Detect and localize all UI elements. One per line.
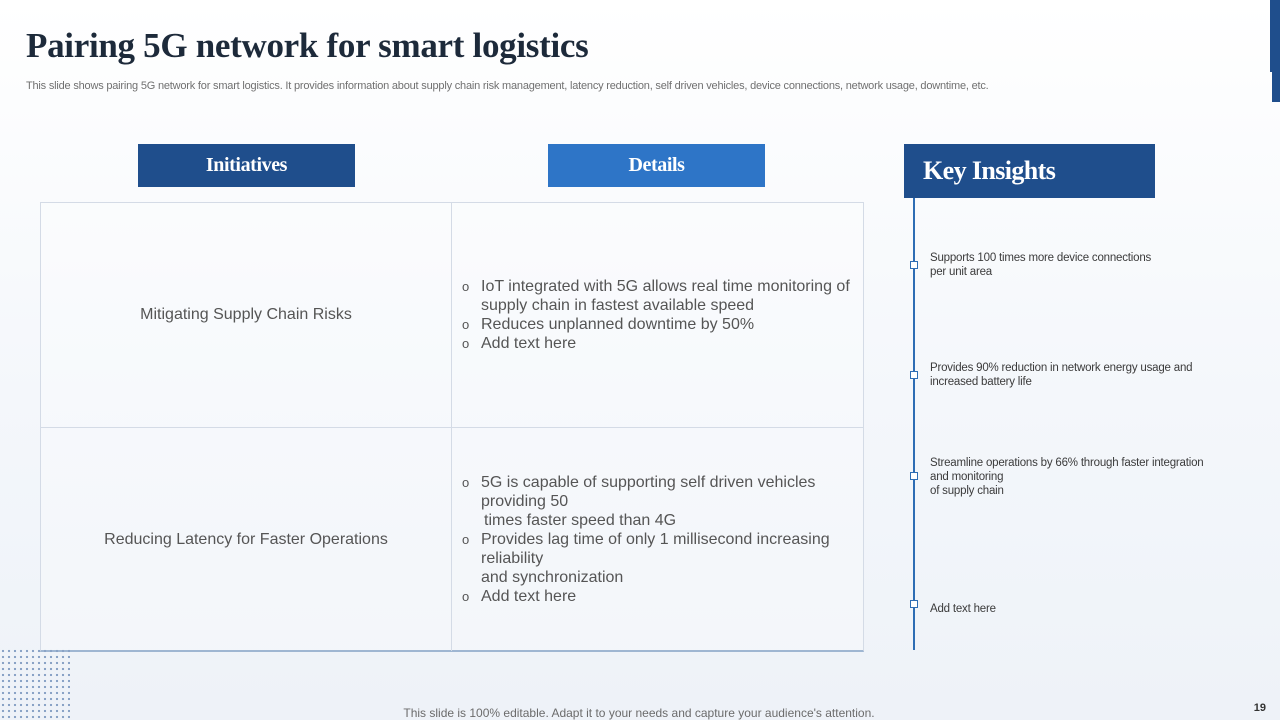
detail-line: providing 50 bbox=[481, 493, 569, 510]
timeline-node bbox=[910, 371, 918, 379]
details-cell bbox=[452, 428, 863, 651]
bullet-marker: o bbox=[462, 475, 470, 490]
insight-line: Supports 100 times more device connections bbox=[930, 252, 1152, 264]
footer-text: This slide is 100% editable. Adapt it to your needs and capture your audience's attention. bbox=[403, 706, 875, 720]
detail-line: Reduces unplanned downtime by 50% bbox=[481, 316, 755, 333]
initiatives-table bbox=[40, 202, 864, 652]
accent-bar bbox=[1272, 0, 1280, 102]
list-item bbox=[462, 277, 850, 315]
bullet-marker: o bbox=[462, 589, 470, 604]
details-header: Details bbox=[548, 144, 765, 187]
insight-item bbox=[930, 456, 1240, 498]
page-number: 19 bbox=[1253, 702, 1266, 714]
insight-line: Streamline operations by 66% through faster integration bbox=[930, 457, 1204, 469]
detail-line: supply chain in fastest available speed bbox=[481, 297, 755, 314]
timeline-node bbox=[910, 472, 918, 480]
initiative-cell: Reducing Latency for Faster Operations bbox=[41, 428, 452, 651]
key-insights-title: Key Insights bbox=[904, 144, 1155, 198]
list-item bbox=[462, 473, 830, 530]
list-item bbox=[462, 530, 830, 587]
detail-line: Add text here bbox=[481, 588, 577, 605]
footer-note bbox=[0, 706, 1280, 720]
insight-item bbox=[930, 361, 1240, 389]
bullet-marker: o bbox=[462, 317, 470, 332]
list-item bbox=[462, 334, 850, 353]
detail-line: and synchronization bbox=[481, 569, 624, 586]
insight-line: Provides 90% reduction in network energy usage and bbox=[930, 362, 1193, 374]
slide-subtitle: This slide shows pairing 5G network for smart logistics. It provides information about supply chain risk management, latency reduction, self driven vehicles, device connections, network usage, downtime, etc. bbox=[26, 80, 989, 92]
detail-line: Provides lag time of only 1 millisecond increasing bbox=[481, 531, 830, 548]
table-row bbox=[41, 203, 863, 427]
bullet-marker: o bbox=[462, 279, 470, 294]
details-cell bbox=[452, 203, 863, 427]
detail-line: Add text here bbox=[481, 335, 577, 352]
slide-title: Pairing 5G network for smart logistics bbox=[26, 26, 589, 65]
insight-item bbox=[930, 602, 1240, 616]
insight-line: Add text here bbox=[930, 603, 996, 615]
detail-line: times faster speed than 4G bbox=[484, 512, 677, 529]
initiatives-header: Initiatives bbox=[138, 144, 355, 187]
detail-line: reliability bbox=[481, 550, 544, 567]
list-item bbox=[462, 587, 830, 606]
insight-item bbox=[930, 251, 1240, 279]
timeline-node bbox=[910, 261, 918, 269]
insight-line: per unit area bbox=[930, 266, 992, 278]
bullet-marker: o bbox=[462, 336, 470, 351]
insight-line: increased battery life bbox=[930, 376, 1032, 388]
details-list bbox=[462, 473, 830, 606]
initiative-cell: Mitigating Supply Chain Risks bbox=[41, 203, 452, 427]
bullet-marker: o bbox=[462, 532, 470, 547]
list-item bbox=[462, 315, 850, 334]
insight-line: of supply chain bbox=[930, 485, 1004, 497]
details-list bbox=[462, 277, 850, 353]
insight-line: and monitoring bbox=[930, 471, 1004, 483]
detail-line: IoT integrated with 5G allows real time monitoring of bbox=[481, 278, 850, 295]
timeline-node bbox=[910, 600, 918, 608]
detail-line: 5G is capable of supporting self driven vehicles bbox=[481, 474, 816, 491]
table-row bbox=[41, 427, 863, 651]
